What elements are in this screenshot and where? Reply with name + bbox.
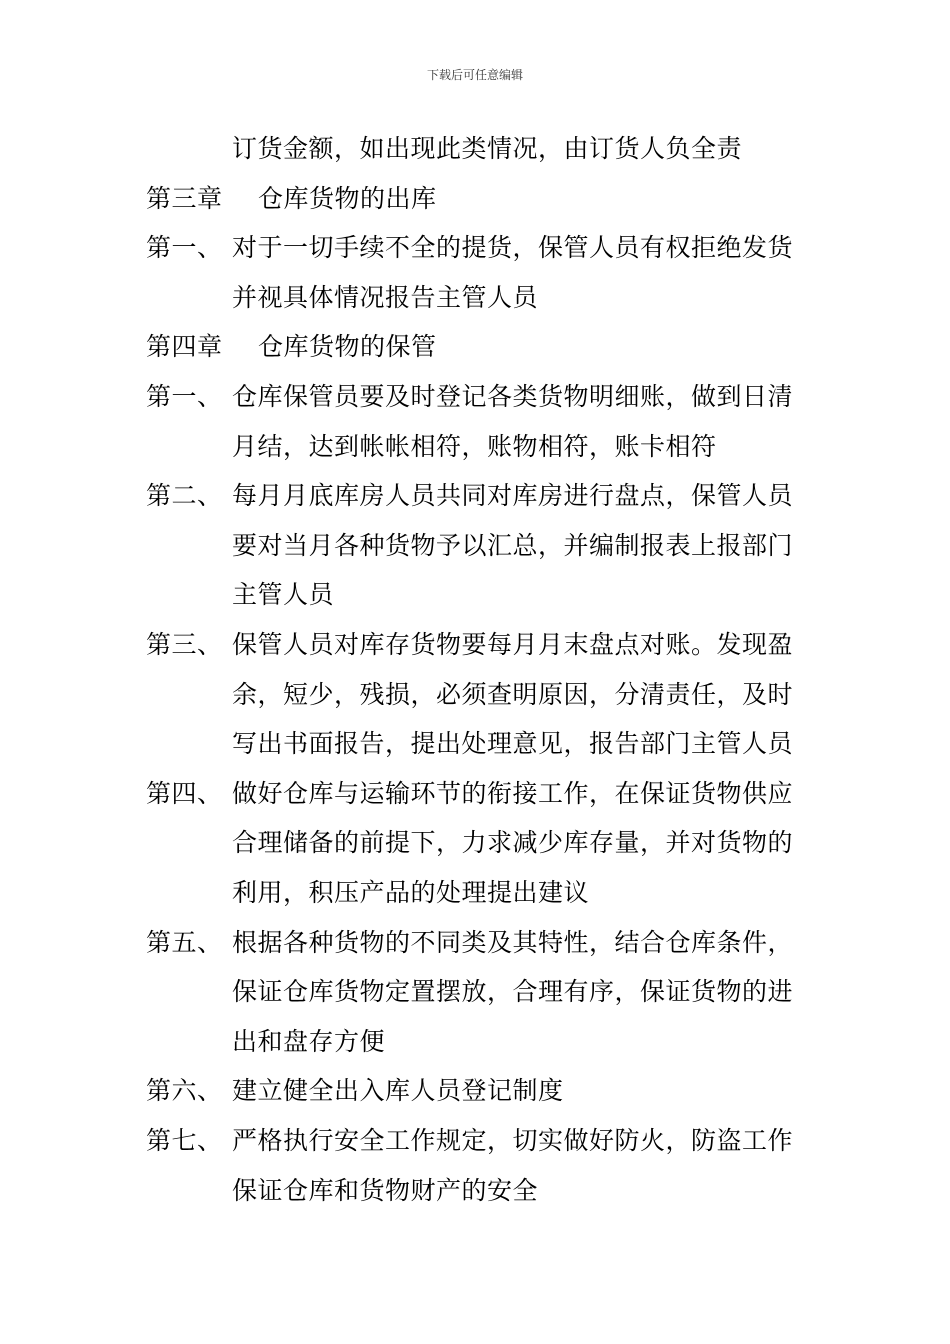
item-number: 第六、 — [146, 1076, 223, 1106]
line-text: 出和盘存方便 — [232, 1026, 386, 1056]
line-text: 利用，积压产品的处理提出建议 — [232, 878, 590, 907]
chapter-number: 第三章 — [146, 183, 223, 213]
line-text: 要对当月各种货物予以汇总，并编制报表上报部门 — [232, 530, 794, 560]
line-text: 合理储备的前提下，力求减少库存量，并对货物的 — [232, 828, 794, 858]
item-number: 第四、 — [146, 778, 223, 808]
line-text: 保管人员对库存货物要每月月末盘点对账。发现盈 — [232, 630, 794, 659]
line-text: 严格执行安全工作规定，切实做好防火，防盗工作 — [232, 1126, 794, 1155]
item-number: 第一、 — [146, 382, 223, 411]
item-number: 第七、 — [146, 1126, 223, 1155]
line-text: 订货金额，如出现此类情况，由订货人负全责 — [232, 134, 743, 163]
line-text: 主管人员 — [232, 580, 335, 610]
line-text: 保证仓库货物定置摆放，合理有序，保证货物的进 — [232, 977, 794, 1007]
item-number: 第三、 — [146, 630, 223, 659]
line-text: 保证仓库和货物财产的安全 — [232, 1175, 539, 1205]
item-number: 第一、 — [146, 233, 223, 263]
line-text: 对于一切手续不全的提货，保管人员有权拒绝发货 — [232, 233, 794, 263]
line-text: 并视具体情况报告主管人员 — [232, 282, 539, 312]
line-text: 仓库保管员要及时登记各类货物明细账，做到日清 — [232, 382, 794, 411]
line-text: 建立健全出入库人员登记制度 — [232, 1076, 564, 1106]
page-header: 下载后可任意编辑 — [426, 68, 523, 82]
line-text: 写出书面报告，提出处理意见，报告部门主管人员 — [232, 729, 794, 759]
line-text: 余，短少，残损，必须查明原因，分清责任，及时 — [232, 679, 794, 709]
item-number: 第二、 — [146, 481, 223, 511]
item-number: 第五、 — [146, 927, 223, 957]
line-text: 做好仓库与运输环节的衔接工作，在保证货物供应 — [232, 778, 794, 808]
chapter-title: 仓库货物的出库 — [258, 183, 437, 213]
line-text: 月结，达到帐帐相符，账物相符，账卡相符 — [232, 431, 717, 461]
chapter-number: 第四章 — [146, 332, 223, 362]
line-text: 根据各种货物的不同类及其特性，结合仓库条件， — [232, 927, 794, 957]
chapter-title: 仓库货物的保管 — [258, 332, 437, 362]
line-text: 每月月底库房人员共同对库房进行盘点，保管人员 — [232, 481, 794, 511]
